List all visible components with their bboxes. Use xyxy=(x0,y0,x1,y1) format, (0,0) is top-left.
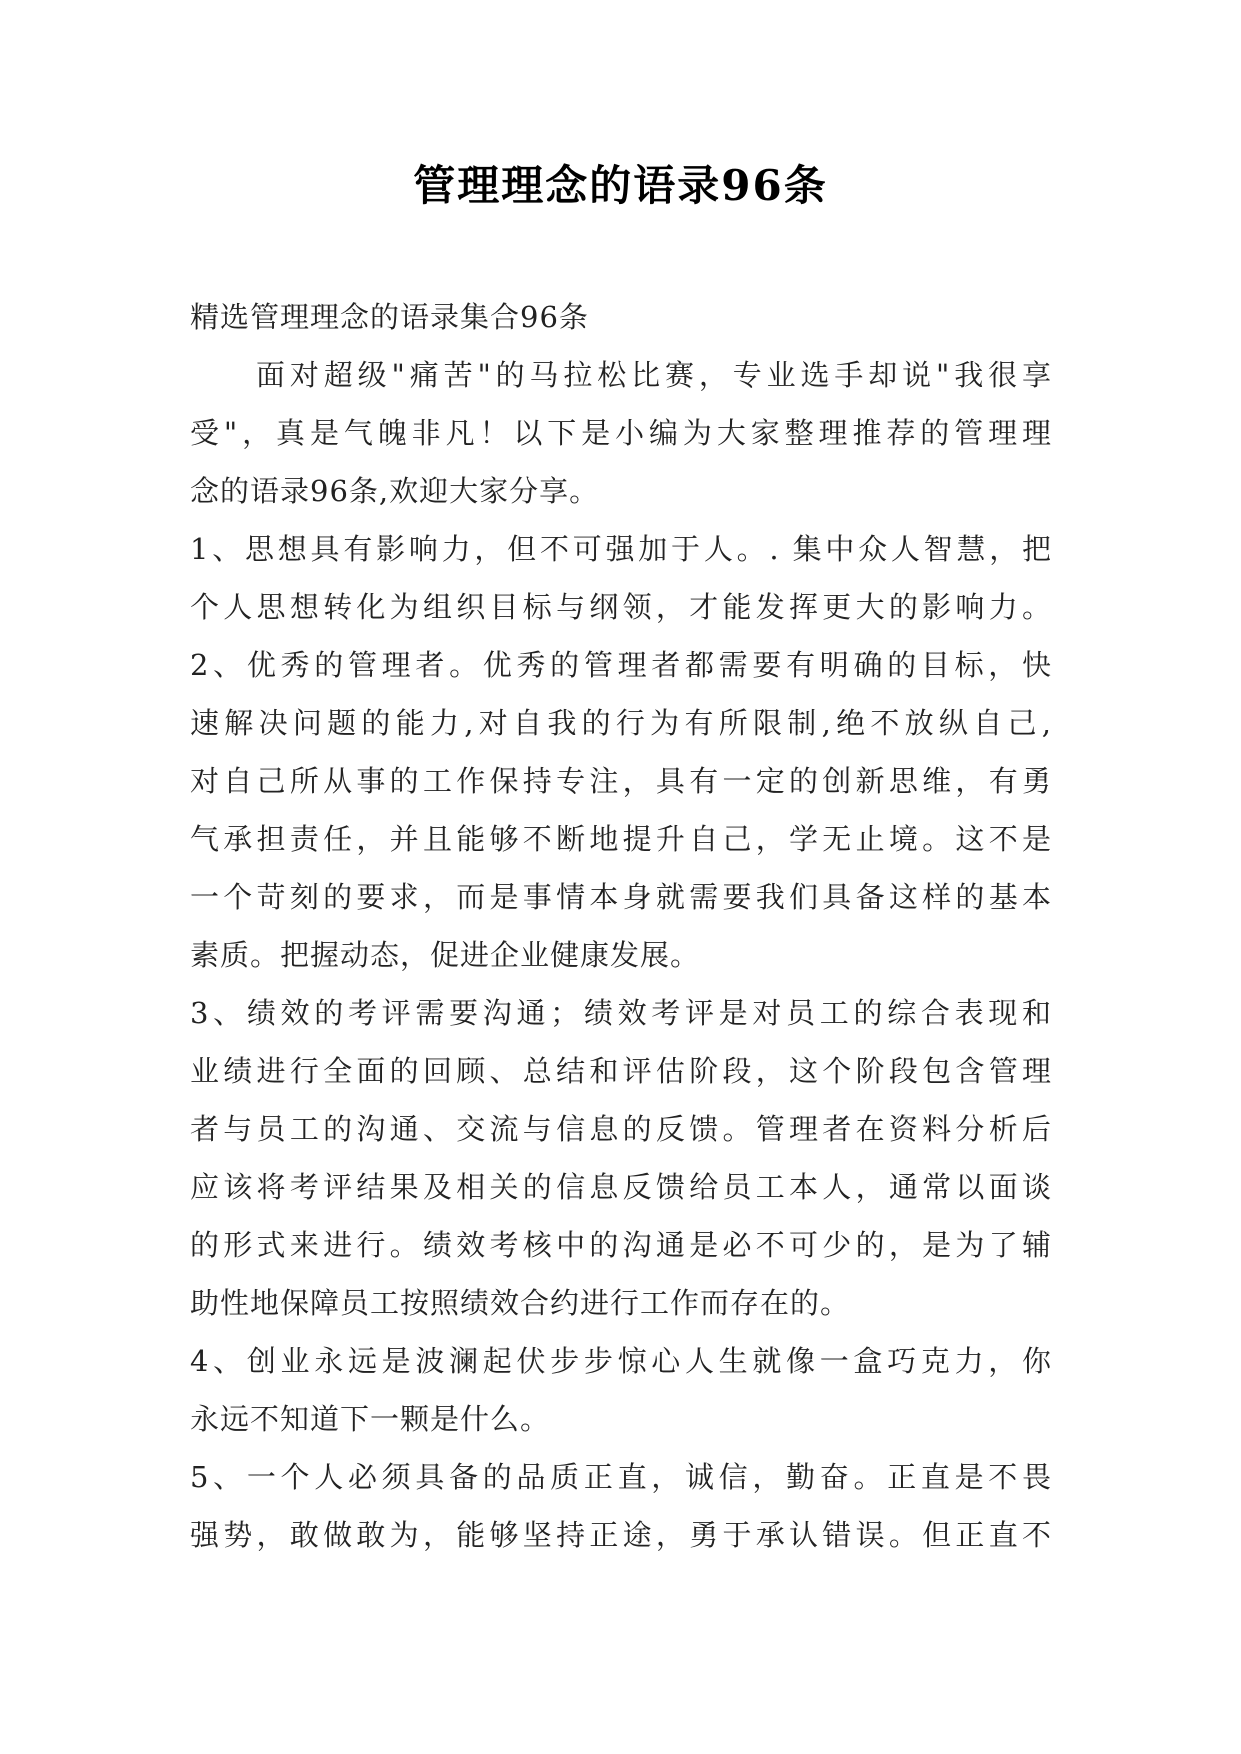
page-title: 管理理念的语录96条 xyxy=(413,161,828,210)
text-line: 4、创业永远是波澜起伏步步惊心人生就像一盒巧克力，你 xyxy=(190,1344,1052,1378)
text-line: 气承担责任，并且能够不断地提升自己，学无止境。这不是 xyxy=(190,822,1052,856)
text-line: 助性地保障员工按照绩效合约进行工作而存在的。 xyxy=(190,1286,851,1320)
text-line: 受"，真是气魄非凡！以下是小编为大家整理推荐的管理理 xyxy=(190,416,1052,450)
text-line: 1、思想具有影响力，但不可强加于人。. 集中众人智慧，把 xyxy=(190,532,1052,566)
text-line: 永远不知道下一颗是什么。 xyxy=(190,1402,551,1436)
text-line: 者与员工的沟通、交流与信息的反馈。管理者在资料分析后 xyxy=(190,1112,1052,1146)
text-line: 业绩进行全面的回顾、总结和评估阶段，这个阶段包含管理 xyxy=(190,1054,1052,1088)
text-line: 个人思想转化为组织目标与纲领，才能发挥更大的影响力。 xyxy=(190,590,1052,624)
text-line: 一个苛刻的要求，而是事情本身就需要我们具备这样的基本 xyxy=(190,880,1052,914)
text-line: 的形式来进行。绩效考核中的沟通是必不可少的，是为了辅 xyxy=(190,1228,1052,1262)
text-line: 面对超级"痛苦"的马拉松比赛，专业选手却说"我很享 xyxy=(256,358,1052,392)
text-line: 素质。把握动态，促进企业健康发展。 xyxy=(190,938,701,972)
text-line: 精选管理理念的语录集合96条 xyxy=(190,300,589,334)
text-line: 对自己所从事的工作保持专注，具有一定的创新思维，有勇 xyxy=(190,764,1052,798)
text-line: 念的语录96条,欢迎大家分享。 xyxy=(190,474,600,508)
document-body xyxy=(190,288,1052,1564)
text-line: 速解决问题的能力,对自我的行为有所限制,绝不放纵自己, xyxy=(190,706,1052,740)
text-line: 强势，敢做敢为，能够坚持正途，勇于承认错误。但正直不 xyxy=(190,1518,1052,1552)
text-line: 5、一个人必须具备的品质正直，诚信，勤奋。正直是不畏 xyxy=(190,1460,1052,1494)
text-line: 3、绩效的考评需要沟通；绩效考评是对员工的综合表现和 xyxy=(190,996,1052,1030)
text-line: 应该将考评结果及相关的信息反馈给员工本人，通常以面谈 xyxy=(190,1170,1052,1204)
text-line: 2、优秀的管理者。优秀的管理者都需要有明确的目标，快 xyxy=(190,648,1052,682)
